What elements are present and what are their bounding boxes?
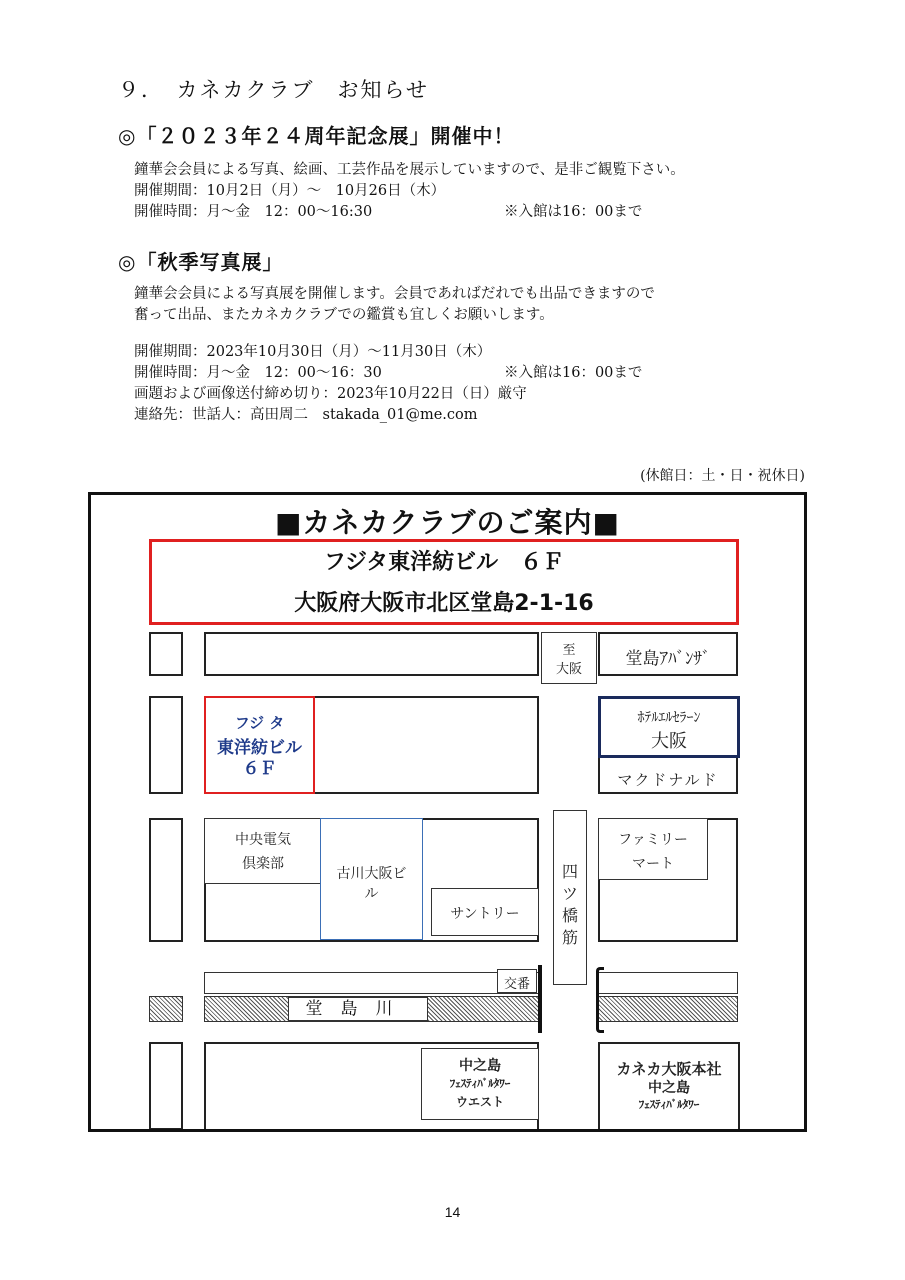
furukawa-label: ル	[364, 886, 379, 902]
koban	[497, 969, 537, 993]
suntory-label: サントリー	[450, 906, 520, 922]
yotsubashi-label: ツ	[561, 884, 578, 903]
fujita-label: ６Ｆ	[242, 759, 277, 779]
furukawa-osaka-building	[320, 818, 423, 940]
chuo-denki-label: 中央電気	[235, 832, 291, 848]
holiday-note: (休館日：土・日・祝休日)	[640, 468, 805, 484]
mcdonalds-label: マクドナルド	[617, 771, 719, 789]
notice2-intro: 鐘華会会員による写真展を開催します。会員であればだれでも出品できますので	[134, 286, 655, 302]
yotsubashi-label: 橋	[561, 906, 578, 925]
notice2-intro: 奮って出品、またカネカクラブでの鑑賞も宜しくお願いします。	[134, 307, 554, 323]
access-map	[88, 492, 807, 1132]
family-mart-label: マート	[632, 856, 674, 872]
chuo-denki-label: 倶楽部	[242, 856, 284, 872]
notice2-hours: 開催時間：月～金 12：00～16：30	[134, 365, 382, 381]
yotsubashi-label: 四	[561, 862, 578, 881]
nakanoshima-festival-tower-west	[421, 1048, 539, 1120]
notice2-contact: 連絡先：世話人：高田周二 stakada_01@me.com	[134, 407, 478, 423]
yotsubashi-label: 筋	[561, 928, 578, 947]
kaneka-osaka-head-office	[598, 1042, 740, 1132]
block	[204, 632, 539, 676]
furukawa-label: 古川大阪ビ	[336, 866, 407, 882]
block	[149, 818, 183, 942]
page-number: 14	[444, 1204, 461, 1220]
fujita-label: フジ タ	[234, 714, 285, 732]
fujita-toyobo-building	[204, 696, 315, 794]
chuo-denki-club	[204, 818, 322, 884]
building-line: フジタ東洋紡ビル ６Ｆ	[323, 550, 565, 575]
yotsubashi-street	[553, 810, 587, 985]
bridge-rail	[538, 965, 542, 1033]
hotel-elceram	[598, 696, 740, 758]
nakanoshima-west-label: 中之島	[459, 1058, 501, 1074]
block	[149, 696, 183, 794]
bridge-rail	[596, 967, 604, 1033]
map-title: ■カネカクラブのご案内■	[275, 506, 620, 539]
koban-label: 交番	[503, 977, 530, 992]
hotel-label: 大阪	[651, 731, 687, 752]
fujita-label: 東洋紡ビル	[217, 738, 302, 758]
notice1-line: 開催期間：10月2日（月）～ 10月26日（木）	[134, 183, 446, 199]
block	[149, 632, 183, 676]
kaneka-label: ﾌｪｽﾃｨﾊﾞﾙﾀﾜｰ	[638, 1098, 700, 1111]
family-mart-label: ファミリー	[618, 832, 688, 848]
address-line: 大阪府大阪市北区堂島2-1-16	[294, 591, 594, 616]
kaneka-label: カネカ大阪本社	[616, 1060, 722, 1078]
suntory	[431, 888, 539, 936]
family-mart	[598, 818, 708, 880]
dojima-avanza-label: 堂島ｱﾊﾞﾝｻﾞ	[625, 649, 711, 669]
river-hatch	[598, 996, 738, 1022]
section-title: ９． カネカクラブ お知らせ	[118, 78, 429, 102]
notice2-entry-note: ※入館は16：00まで	[504, 365, 643, 381]
to-osaka-label: 至	[562, 643, 576, 658]
nakanoshima-west-label: ウエスト	[455, 1095, 504, 1109]
address-box	[149, 539, 739, 625]
kaneka-label: 中之島	[648, 1080, 690, 1096]
river-hatch	[149, 996, 183, 1022]
notice1-heading: ◎「２０２３年２４周年記念展」開催中！	[118, 124, 515, 148]
notice1-line: 鐘華会会員による写真、絵画、工芸作品を展示していますので、是非ご観覧下さい。	[134, 162, 685, 178]
riverside-strip	[204, 972, 539, 994]
notice2-heading: ◎「秋季写真展」	[118, 250, 284, 274]
riverside-strip	[598, 972, 738, 994]
notice2-period: 開催期間：2023年10月30日（月）～11月30日（木）	[134, 344, 492, 360]
nakanoshima-west-label: ﾌｪｽﾃｨﾊﾞﾙﾀﾜｰ	[449, 1077, 511, 1090]
to-osaka-sign	[541, 632, 597, 684]
notice1-entry-note: ※入館は16：00まで	[504, 204, 643, 220]
dojima-avanza	[598, 632, 738, 676]
hotel-label: ﾎﾃﾙｴﾙｾﾗｰﾝ	[637, 710, 701, 726]
notice1-line: 開催時間：月～金 12：00～16:30	[134, 204, 373, 220]
dojima-river-label: 堂島川	[288, 997, 428, 1021]
to-osaka-label: 大阪	[555, 662, 582, 677]
notice2-deadline: 画題および画像送付締め切り：2023年10月22日（日）厳守	[134, 386, 527, 402]
block	[149, 1042, 183, 1130]
